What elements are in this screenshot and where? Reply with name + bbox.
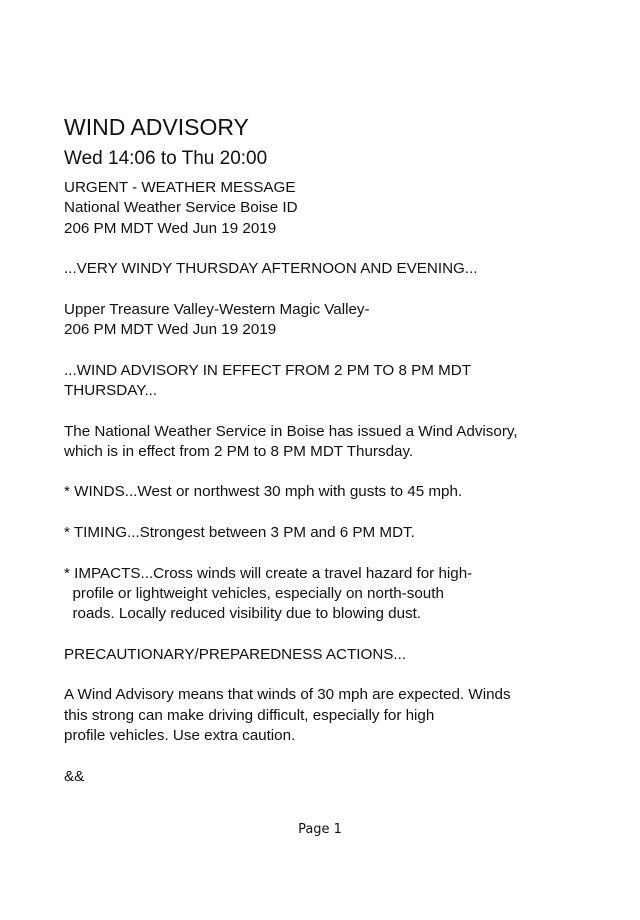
text-line: * TIMING...Strongest between 3 PM and 6 PM MDT. (64, 524, 415, 542)
text-line: * IMPACTS...Cross winds will create a travel hazard for high- (64, 564, 473, 582)
text-line: * WINDS...West or northwest 30 mph with gusts to 45 mph. (64, 483, 463, 501)
document-page (64, 112, 624, 787)
text-line: A Wind Advisory means that winds of 30 mph are expected. Winds (64, 686, 511, 704)
blank-line (64, 279, 624, 299)
text-line: which is in effect from 2 PM to 8 PM MDT Thursday. (64, 442, 414, 460)
document-subtitle: Wed 14:06 to Thu 20:00 (64, 148, 268, 169)
blank-line (64, 462, 624, 482)
blank-line (64, 625, 624, 645)
text-line: National Weather Service Boise ID (64, 199, 298, 217)
page-number: Page 1 (298, 822, 342, 837)
blank-line (64, 665, 624, 685)
text-line: 206 PM MDT Wed Jun 19 2019 (64, 321, 277, 339)
blank-line (64, 239, 624, 259)
text-line: The National Weather Service in Boise has issued a Wind Advisory, (64, 422, 518, 440)
text-line: roads. Locally reduced visibility due to blowing dust. (64, 605, 422, 623)
document-title: WIND ADVISORY (64, 114, 249, 140)
text-line: PRECAUTIONARY/PREPAREDNESS ACTIONS... (64, 645, 407, 663)
text-line: Upper Treasure Valley-Western Magic Valley- (64, 300, 370, 318)
blank-line (64, 746, 624, 766)
text-line: this strong can make driving difficult, especially for high (64, 706, 435, 724)
text-line: profile vehicles. Use extra caution. (64, 727, 296, 745)
blank-line (64, 340, 624, 360)
text-line: URGENT - WEATHER MESSAGE (64, 179, 296, 196)
blank-line (64, 401, 624, 421)
text-line: 206 PM MDT Wed Jun 19 2019 (64, 219, 277, 237)
text-line: ...VERY WINDY THURSDAY AFTERNOON AND EVENING... (64, 260, 478, 278)
blank-line (64, 503, 624, 523)
blank-line (64, 543, 624, 563)
text-line: profile or lightweight vehicles, especially on north-south (64, 584, 444, 602)
document-body (64, 178, 624, 787)
text-line: ...WIND ADVISORY IN EFFECT FROM 2 PM TO 8 PM MDT (64, 361, 472, 379)
text-line: THURSDAY... (64, 381, 158, 399)
text-line: && (64, 767, 85, 785)
